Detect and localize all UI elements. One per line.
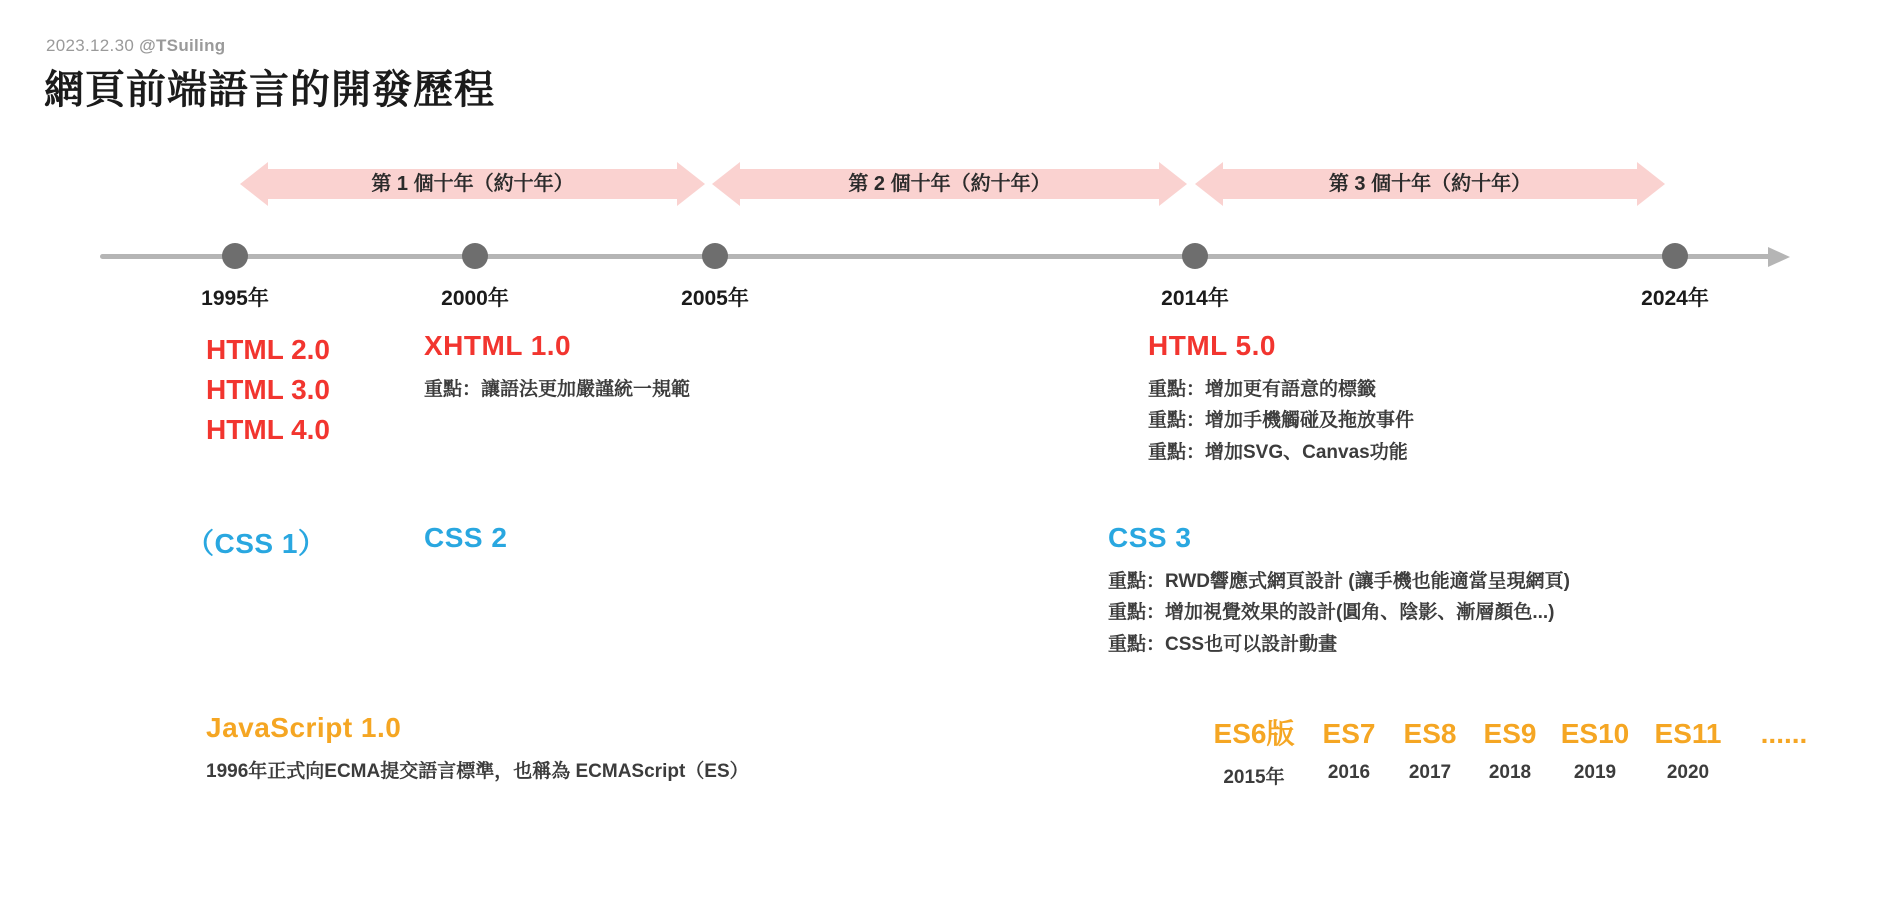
meta-date: 2023.12.30 [46,36,135,55]
html-early-versions-group [130,330,330,449]
decade-label-3: 第 3 個十年（約十年） [1328,173,1532,195]
javascript-bullet: 1996年正式向ECMA提交語言標準，也稱為 ECMAScript（ES） [206,761,749,782]
css2-group [424,522,507,566]
xhtml-group [424,330,690,405]
timeline-node [702,243,728,269]
timeline-axis [100,247,1800,267]
es-year-label: 2016 [1327,762,1371,783]
css1-title: （CSS 1） [186,528,327,559]
html5-bullet: 重點：增加SVG、Canvas功能 [1148,441,1408,463]
css3-group [1108,522,1570,660]
es-years-row [1200,762,1832,789]
es-version-label: ES6版 [1213,718,1295,749]
es-version-label: ES11 [1654,718,1722,749]
css3-bullet: 重點：RWD響應式網頁設計 (讓手機也能適當呈現網頁) [1108,571,1570,592]
timeline-node [1662,243,1688,269]
html-version-label: HTML 2.0 [206,334,330,365]
html5-bullet: 重點：增加手機觸碰及拖放事件 [1148,410,1415,432]
css3-title: CSS 3 [1108,522,1192,553]
timeline-year-label: 2024年 [1641,287,1709,310]
es-version-label: ES10 [1560,718,1630,749]
timeline-node [462,243,488,269]
xhtml-bullet: 重點：讓語法更加嚴謹統一規範 [424,379,691,400]
css1-group [186,522,326,574]
meta-line [46,36,225,56]
es-names-row [1200,712,1832,752]
es-year-label [1736,762,1832,789]
html-version-label: HTML 3.0 [206,373,330,405]
timeline-line [100,254,1775,259]
timeline-node [1182,243,1208,269]
decade-label-1: 第 1 個十年（約十年） [371,173,574,195]
timeline-year-label: 2000年 [441,287,509,310]
html5-group [1148,330,1414,468]
page-title: 網頁前端語言的開發歷程 [44,68,495,112]
es-version-label: ES9 [1483,718,1537,749]
html5-title: HTML 5.0 [1148,330,1276,361]
timeline-year-label: 2005年 [681,287,749,310]
javascript-group [206,712,749,787]
css3-bullet: 重點：CSS也可以設計動畫 [1108,633,1338,655]
es-year-label: 2015年 [1223,767,1285,788]
es-version-ellipsis: ...... [1760,718,1808,749]
xhtml-title: XHTML 1.0 [424,330,572,361]
css3-bullet: 重點：增加視覺效果的設計(圓角、陰影、漸層顏色...) [1108,602,1555,624]
timeline-node [222,243,248,269]
javascript-title: JavaScript 1.0 [206,712,402,743]
decade-band-2 [712,160,1187,208]
meta-handle: @TSuiling [139,36,226,55]
es-version-label: ES7 [1322,718,1376,749]
timeline-year-label: 2014年 [1161,287,1229,310]
decade-band-1 [240,160,705,208]
es-year-label: 2018 [1488,762,1532,783]
html5-bullet: 重點：增加更有語意的標籤 [1148,379,1377,400]
es-version-label: ES8 [1403,718,1457,749]
decade-label-2: 第 2 個十年（約十年） [848,173,1051,195]
timeline-year-label: 1995年 [201,287,269,310]
es-year-label: 2017 [1408,762,1452,783]
decade-band-3 [1195,160,1665,208]
es-year-label: 2020 [1666,762,1710,783]
es-year-label: 2019 [1573,762,1617,783]
es-versions-group [1200,712,1832,789]
css2-title: CSS 2 [424,522,508,553]
timeline-arrow-icon [1768,247,1790,267]
html-version-label: HTML 4.0 [206,413,330,445]
